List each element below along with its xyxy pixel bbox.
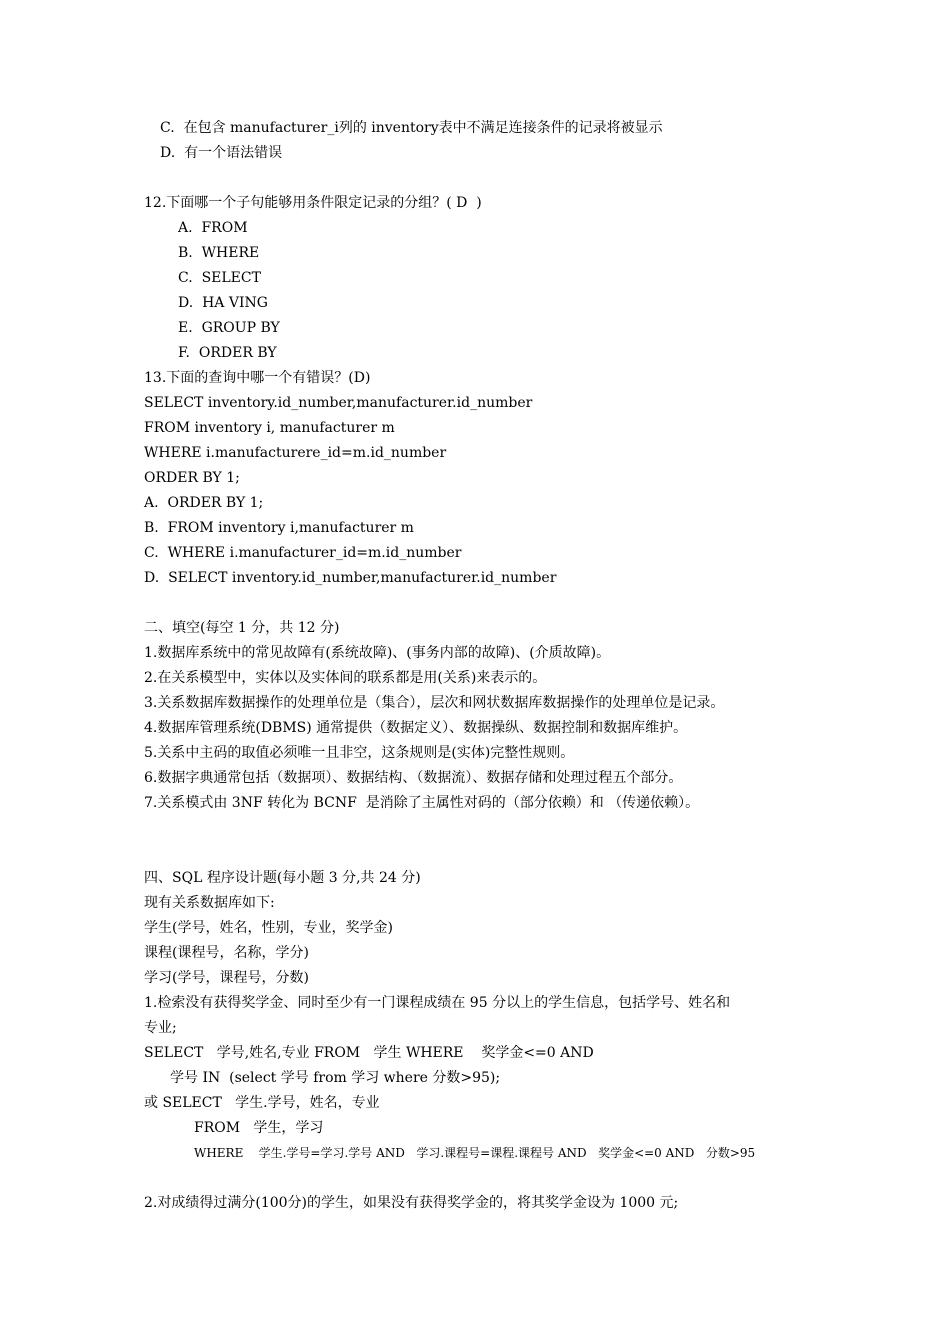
q12-option-d: D. HA VING [178,295,268,311]
problem-2-text: 2.对成绩得过满分(100分)的学生，如果没有获得奖学金的，将其奖学金设为 1000 元; [144,1195,679,1211]
fill-blank-1: 1.数据库系统中的常见故障有(系统故障)、(事务内部的故障)、(介质故障)。 [144,645,611,661]
q12-option-b: B. WHERE [178,245,260,261]
fill-blank-4: 4.数据库管理系统(DBMS) 通常提供（数据定义）、数据操纵、数据控制和数据库维护。 [144,720,688,736]
p1-sql-line-5: WHERE 学生.学号=学习.学号 AND 学习.课程号=课程.课程号 AND 奖学金<=0 AND 分数>95 [194,1146,756,1160]
p1-sql-line-1: SELECT 学号,姓名,专业 FROM 学生 WHERE 奖学金<=0 AND [144,1045,594,1061]
q13-sql-line-1: SELECT inventory.id_number,manufacturer.id_number [144,395,533,411]
q12-option-e: E. GROUP BY [178,320,280,336]
p1-sql-line-3: 或 SELECT 学生.学号，姓名，专业 [144,1095,380,1111]
q13-option-a: A. ORDER BY 1; [144,495,264,511]
q13-sql-line-2: FROM inventory i, manufacturer m [144,420,395,436]
section-2-heading: 二、填空(每空 1 分，共 12 分) [144,620,340,636]
relation-course: 课程(课程号，名称，学分) [144,945,309,961]
fill-blank-5: 5.关系中主码的取值必须唯一且非空，这条规则是(实体)完整性规则。 [144,745,575,761]
problem-1-text-cont: 专业; [144,1020,177,1036]
q11-option-d: D. 有一个语法错误 [160,145,283,161]
q11-option-c: C. 在包含 manufacturer_i列的 inventory表中不满足连接条件的记录将被显示 [160,120,663,136]
question-13: 13.下面的查询中哪一个有错误？(D) [144,370,371,386]
q13-option-c: C. WHERE i.manufacturer_id=m.id_number [144,545,462,561]
q13-sql-line-3: WHERE i.manufacturere_id=m.id_number [144,445,447,461]
question-12: 12.下面哪一个子句能够用条件限定记录的分组？( D ) [144,195,482,211]
section-4-heading: 四、SQL 程序设计题(每小题 3 分,共 24 分) [144,870,421,886]
p1-sql-line-4: FROM 学生，学习 [194,1120,324,1136]
q12-option-c: C. SELECT [178,270,261,286]
q13-option-d: D. SELECT inventory.id_number,manufacturer.id_number [144,570,557,586]
q13-option-b: B. FROM inventory i,manufacturer m [144,520,414,536]
fill-blank-2: 2.在关系模型中，实体以及实体间的联系都是用(关系)来表示的。 [144,670,547,686]
fill-blank-6: 6.数据字典通常包括（数据项）、数据结构、（数据流）、数据存储和处理过程五个部分。 [144,770,683,786]
problem-1-text: 1.检索没有获得奖学金、同时至少有一门课程成绩在 95 分以上的学生信息，包括学号、姓名和 [144,995,731,1011]
p1-sql-line-2: 学号 IN (select 学号 from 学习 where 分数>95); [170,1070,501,1086]
relation-student: 学生(学号，姓名，性别，专业，奖学金) [144,920,393,936]
relation-study: 学习(学号，课程号，分数) [144,970,309,986]
fill-blank-7: 7.关系模式由 3NF 转化为 BCNF 是消除了主属性对码的（部分依赖）和 （传递依赖）。 [144,795,700,811]
q12-option-f: F. ORDER BY [178,345,277,361]
q13-sql-line-4: ORDER BY 1; [144,470,240,486]
section-4-intro: 现有关系数据库如下: [144,895,275,911]
fill-blank-3: 3.关系数据库数据操作的处理单位是（集合），层次和网状数据库数据操作的处理单位是记录。 [144,695,725,711]
q12-option-a: A. FROM [178,220,248,236]
